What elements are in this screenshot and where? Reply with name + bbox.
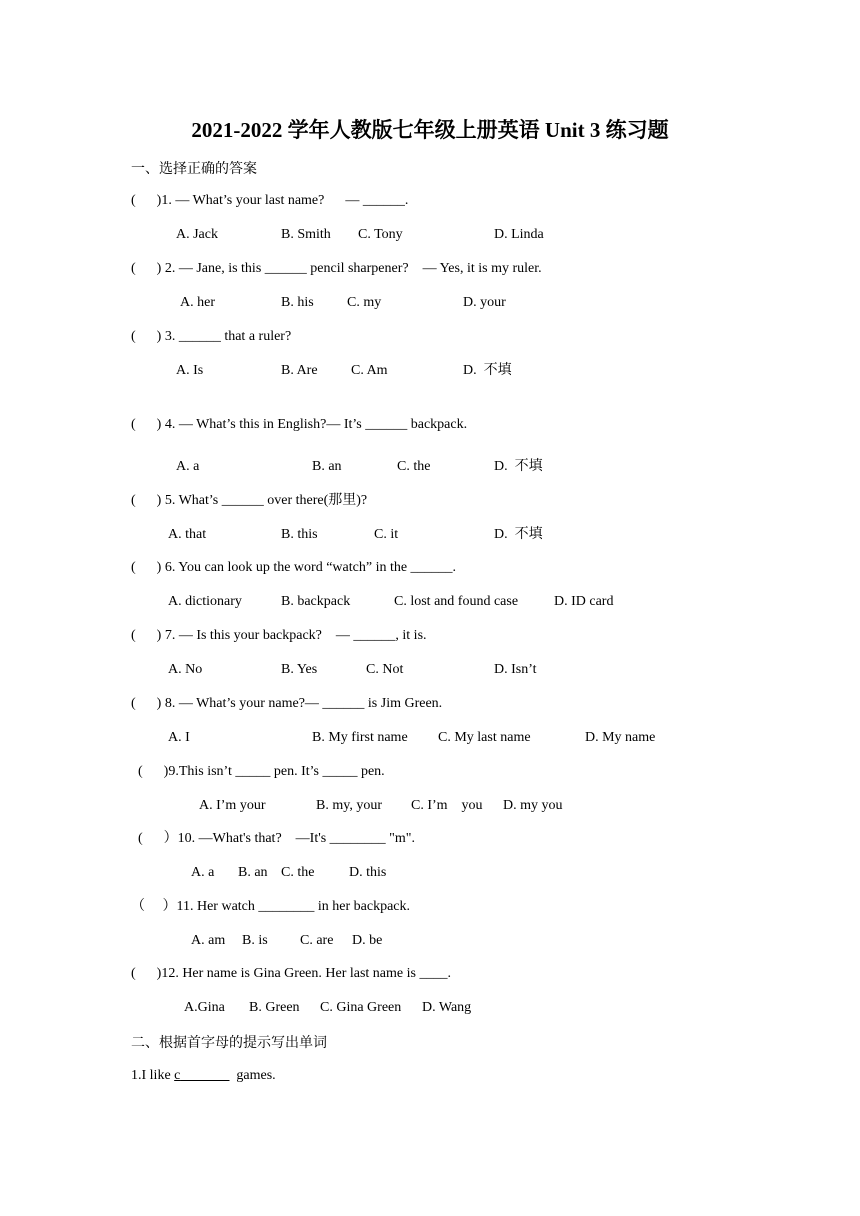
q10-option-c: C. the xyxy=(281,865,315,880)
page-title: 2021-2022 学年人教版七年级上册英语 Unit 3 练习题 xyxy=(191,118,669,142)
q12-option-b: B. Green xyxy=(249,1000,300,1015)
q5-option-c: C. it xyxy=(374,527,399,542)
q6-option-a: A. dictionary xyxy=(168,594,242,609)
q1-option-c: C. Tony xyxy=(358,227,403,242)
fill-1-prefix: 1.I like xyxy=(131,1068,175,1083)
q6-option-d: D. ID card xyxy=(554,594,614,609)
question-9: ( )9.This isn’t _____ pen. It’s _____ pen. xyxy=(138,764,385,779)
q6-option-c: C. lost and found case xyxy=(394,594,519,609)
question-4: ( ) 4. — What’s this in English?— It’s ______ backpack. xyxy=(131,417,468,432)
section-heading-1: 一、选择正确的答案 xyxy=(131,162,257,177)
q12-option-d: D. Wang xyxy=(422,1000,472,1015)
question-11: （ ）11. Her watch ________ in her backpack. xyxy=(131,899,411,914)
q2-option-c: C. my xyxy=(347,295,382,310)
q10-option-a: A. a xyxy=(191,865,215,880)
q4-option-a: A. a xyxy=(176,459,200,474)
q2-option-b: B. his xyxy=(281,295,314,310)
q2-option-a: A. her xyxy=(180,295,215,310)
q3-option-c: C. Am xyxy=(351,363,388,378)
q3-option-a: A. Is xyxy=(176,363,204,378)
q1-option-a: A. Jack xyxy=(176,227,218,242)
question-7: ( ) 7. — Is this your backpack? — ______, it is. xyxy=(131,628,427,643)
q11-option-d: D. be xyxy=(352,933,383,948)
q3-option-b: B. Are xyxy=(281,363,318,378)
question-5: ( ) 5. What’s ______ over there(那里)? xyxy=(131,493,368,508)
question-1: ( )1. — What’s your last name? — ______. xyxy=(131,193,409,208)
fill-1-blank: _______ xyxy=(180,1068,230,1083)
q7-option-b: B. Yes xyxy=(281,662,318,677)
section-heading-2: 二、根据首字母的提示写出单词 xyxy=(131,1036,327,1051)
q5-option-d: D. 不填 xyxy=(494,527,543,542)
fill-1-hint-letter: c xyxy=(174,1068,181,1083)
q1-option-d: D. Linda xyxy=(494,227,544,242)
q4-option-b: B. an xyxy=(312,459,342,474)
q12-option-c: C. Gina Green xyxy=(320,1000,402,1015)
q9-option-d: D. my you xyxy=(503,798,563,813)
q2-option-d: D. your xyxy=(463,295,506,310)
q4-option-c: C. the xyxy=(397,459,431,474)
question-6: ( ) 6. You can look up the word “watch” in the ______. xyxy=(131,560,457,575)
q8-option-b: B. My first name xyxy=(312,730,408,745)
question-3: ( ) 3. ______ that a ruler? xyxy=(131,329,292,344)
question-2: ( ) 2. — Jane, is this ______ pencil sharpener? — Yes, it is my ruler. xyxy=(131,261,542,276)
q4-option-d: D. 不填 xyxy=(494,459,543,474)
fill-1-suffix: games. xyxy=(229,1068,276,1083)
q9-option-b: B. my, your xyxy=(316,798,382,813)
q8-option-a: A. I xyxy=(168,730,190,745)
q8-option-d: D. My name xyxy=(585,730,656,745)
q5-option-b: B. this xyxy=(281,527,318,542)
question-12: ( )12. Her name is Gina Green. Her last name is ____. xyxy=(131,966,451,981)
q7-option-d: D. Isn’t xyxy=(494,662,537,677)
q11-option-a: A. am xyxy=(191,933,226,948)
fill-question-1 xyxy=(131,1067,276,1085)
q7-option-a: A. No xyxy=(168,662,203,677)
q3-option-d: D. 不填 xyxy=(463,363,512,378)
q9-option-c: C. I’m you xyxy=(411,798,483,813)
q7-option-c: C. Not xyxy=(366,662,404,677)
q6-option-b: B. backpack xyxy=(281,594,351,609)
q8-option-c: C. My last name xyxy=(438,730,531,745)
q11-option-c: C. are xyxy=(300,933,334,948)
question-10: ( ）10. —What's that? —It's ________ "m". xyxy=(138,831,415,846)
q9-option-a: A. I’m your xyxy=(199,798,266,813)
q11-option-b: B. is xyxy=(242,933,268,948)
question-8: ( ) 8. — What’s your name?— ______ is Jim Green. xyxy=(131,696,443,711)
q5-option-a: A. that xyxy=(168,527,207,542)
q1-option-b: B. Smith xyxy=(281,227,331,242)
q10-option-b: B. an xyxy=(238,865,268,880)
q10-option-d: D. this xyxy=(349,865,387,880)
q12-option-a: A.Gina xyxy=(184,1000,225,1015)
